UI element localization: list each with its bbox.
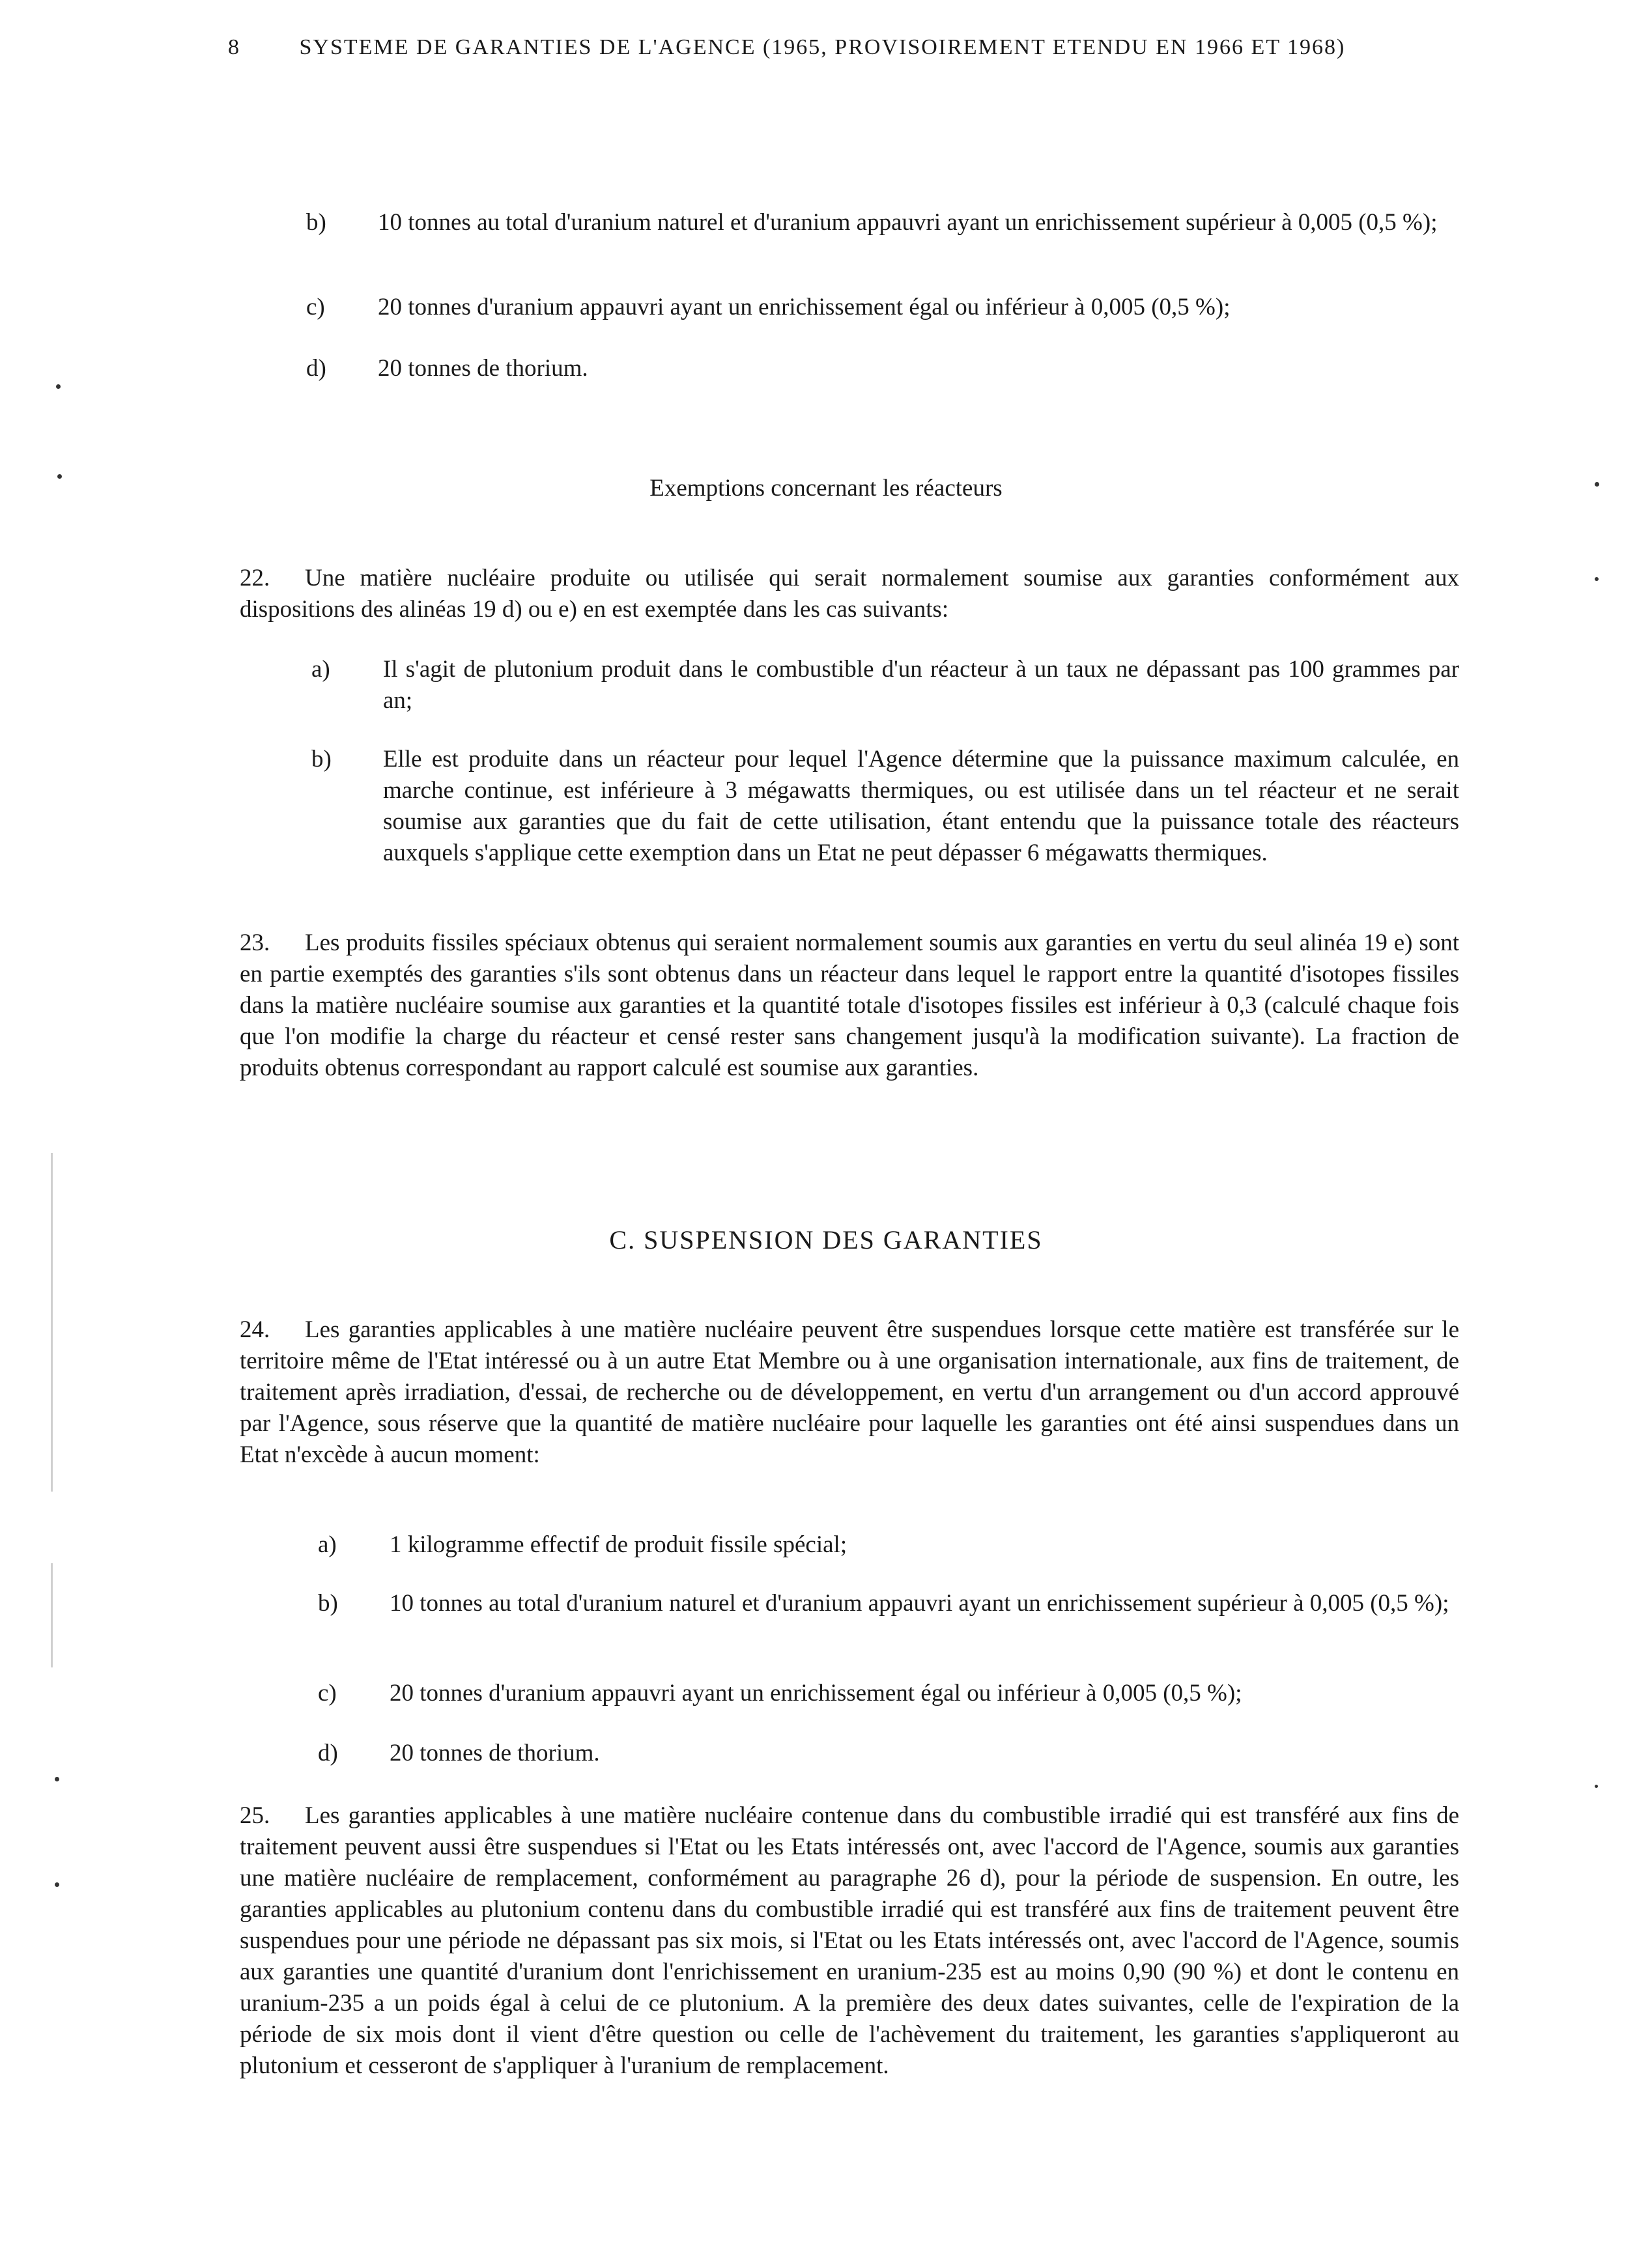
item-mark: c) (318, 1680, 337, 1707)
item-text: Il s'agit de plutonium produit dans le combustible d'un réacteur à un taux ne dépassant pas 100 grammes par an; (383, 656, 1459, 714)
running-header (228, 35, 1345, 60)
paragraph-number: 23. (240, 929, 270, 956)
item-mark: a) (311, 656, 330, 683)
paragraph-23 (240, 928, 1459, 1084)
item-mark: c) (306, 294, 325, 320)
paragraph-text: Les produits fissiles spéciaux obtenus qui seraient normalement soumis aux garanties en vertu du seul alinéa 19 e) sont en partie exemptés des garanties s'ils sont obtenus dans un réacteur dans lequel le rapport entre la quantité d'isotopes fissiles dans la matière nucléaire soumise aux garanties et la quantité totale d'isotopes fissiles est inférieur à 0,3 (calculé chaque fois que l'on modifie la charge du réacteur et censé rester sans changement jusqu'à la modification suivante). La fraction de produits obtenus correspondant au rapport calculé est soumise aux garanties. (240, 929, 1459, 1081)
item-mark: d) (318, 1740, 338, 1766)
scan-speck (57, 474, 62, 479)
item-mark: b) (318, 1590, 338, 1617)
item-text: 20 tonnes d'uranium appauvri ayant un enrichissement égal ou inférieur à 0,005 (0,5 %); (378, 294, 1231, 320)
item-text: 1 kilogramme effectif de produit fissile spécial; (390, 1531, 847, 1558)
running-title: SYSTEME DE GARANTIES DE L'AGENCE (1965, PROVISOIREMENT ETENDU EN 1966 ET 1968) (299, 35, 1346, 59)
section-title-c: C. SUSPENSION DES GARANTIES (609, 1225, 1043, 1254)
paragraph-22 (240, 563, 1459, 625)
paragraph-text: Une matière nucléaire produite ou utilisée qui serait normalement soumise aux garanties conformément aux dispositions des alinéas 19 d) ou e) en est exemptée dans les cas suivants: (240, 565, 1459, 623)
item-text: 20 tonnes d'uranium appauvri ayant un enrichissement égal ou inférieur à 0,005 (0,5 %); (390, 1680, 1242, 1707)
paragraph-24 (240, 1314, 1459, 1471)
paragraph-text: Les garanties applicables à une matière nucléaire contenue dans du combustible irradié qui est transféré aux fins de traitement peuvent aussi être suspendues si l'Etat ou les Etats intéressés ont, avec l'accord de l'Agence, soumis aux garanties une matière nucléaire de remplacement, conformément au paragraphe 26 d), pour la période de suspension. En outre, les garanties applicables au plutonium contenu dans du combustible irradié qui est transféré aux fins de traitement peuvent être suspendues pour une période ne dépassant pas six mois, si l'Etat ou les Etats intéressés ont, avec l'accord de l'Agence, soumis aux garanties une quantité d'uranium dont l'enrichissement en uranium-235 est au moins 0,90 (90 %) et dont le contenu en uranium-235 a un poids égal à celui de ce plutonium. A la première des deux dates suivantes, celle de l'expiration de la période de six mois dont il vient d'être question ou celle de l'achèvement du traitement, les garanties s'appliqueront au plutonium et cesseront de s'appliquer à l'uranium de remplacement. (240, 1802, 1459, 2079)
paragraph-25 (240, 1800, 1459, 2082)
item-mark: d) (306, 355, 326, 382)
scan-speck (1595, 577, 1599, 581)
paragraph-number: 25. (240, 1802, 270, 1829)
scan-margin-line (51, 1563, 53, 1667)
item-text: 20 tonnes de thorium. (378, 355, 588, 382)
scan-speck (55, 1777, 59, 1781)
page-number: 8 (228, 35, 240, 59)
paragraph-number: 24. (240, 1316, 270, 1343)
item-text: 10 tonnes au total d'uranium naturel et d'uranium appauvri ayant un enrichissement supérieur à 0,005 (0,5 %); (390, 1590, 1449, 1617)
item-mark: b) (306, 209, 326, 236)
scan-speck (1595, 1785, 1598, 1788)
paragraph-text: Les garanties applicables à une matière nucléaire peuvent être suspendues lorsque cette matière est transférée sur le territoire même de l'Etat intéressé ou à un autre Etat Membre ou à une organisation internationale, aux fins de traitement, de traitement après irradiation, d'essai, de recherche ou de développement, en vertu d'un arrangement ou d'un accord approuvé par l'Agence, sous réserve que la quantité de matière nucléaire pour laquelle les garanties ont été ainsi suspendues dans un Etat n'excède à aucun moment: (240, 1316, 1459, 1468)
scan-speck (55, 1882, 59, 1887)
scan-speck (56, 384, 61, 389)
item-text: 10 tonnes au total d'uranium naturel et d'uranium appauvri ayant un enrichissement supérieur à 0,005 (0,5 %); (378, 209, 1438, 236)
item-mark: a) (318, 1531, 337, 1558)
item-mark: b) (311, 746, 332, 772)
item-text: 20 tonnes de thorium. (390, 1740, 600, 1766)
scan-speck (1595, 482, 1599, 487)
item-text: Elle est produite dans un réacteur pour lequel l'Agence détermine que la puissance maximum calculée, en marche continue, est inférieure à 3 mégawatts thermiques, ou est utilisée dans un tel réacteur et ne serait soumise aux garanties que du fait de cette utilisation, étant entendu que la puissance totale des réacteurs auxquels s'applique cette exemption dans un Etat ne peut dépasser 6 mégawatts thermiques. (383, 746, 1459, 866)
subheading-reactor-exemptions: Exemptions concernant les réacteurs (649, 475, 1003, 502)
paragraph-number: 22. (240, 565, 270, 591)
scan-margin-line (51, 1153, 53, 1492)
